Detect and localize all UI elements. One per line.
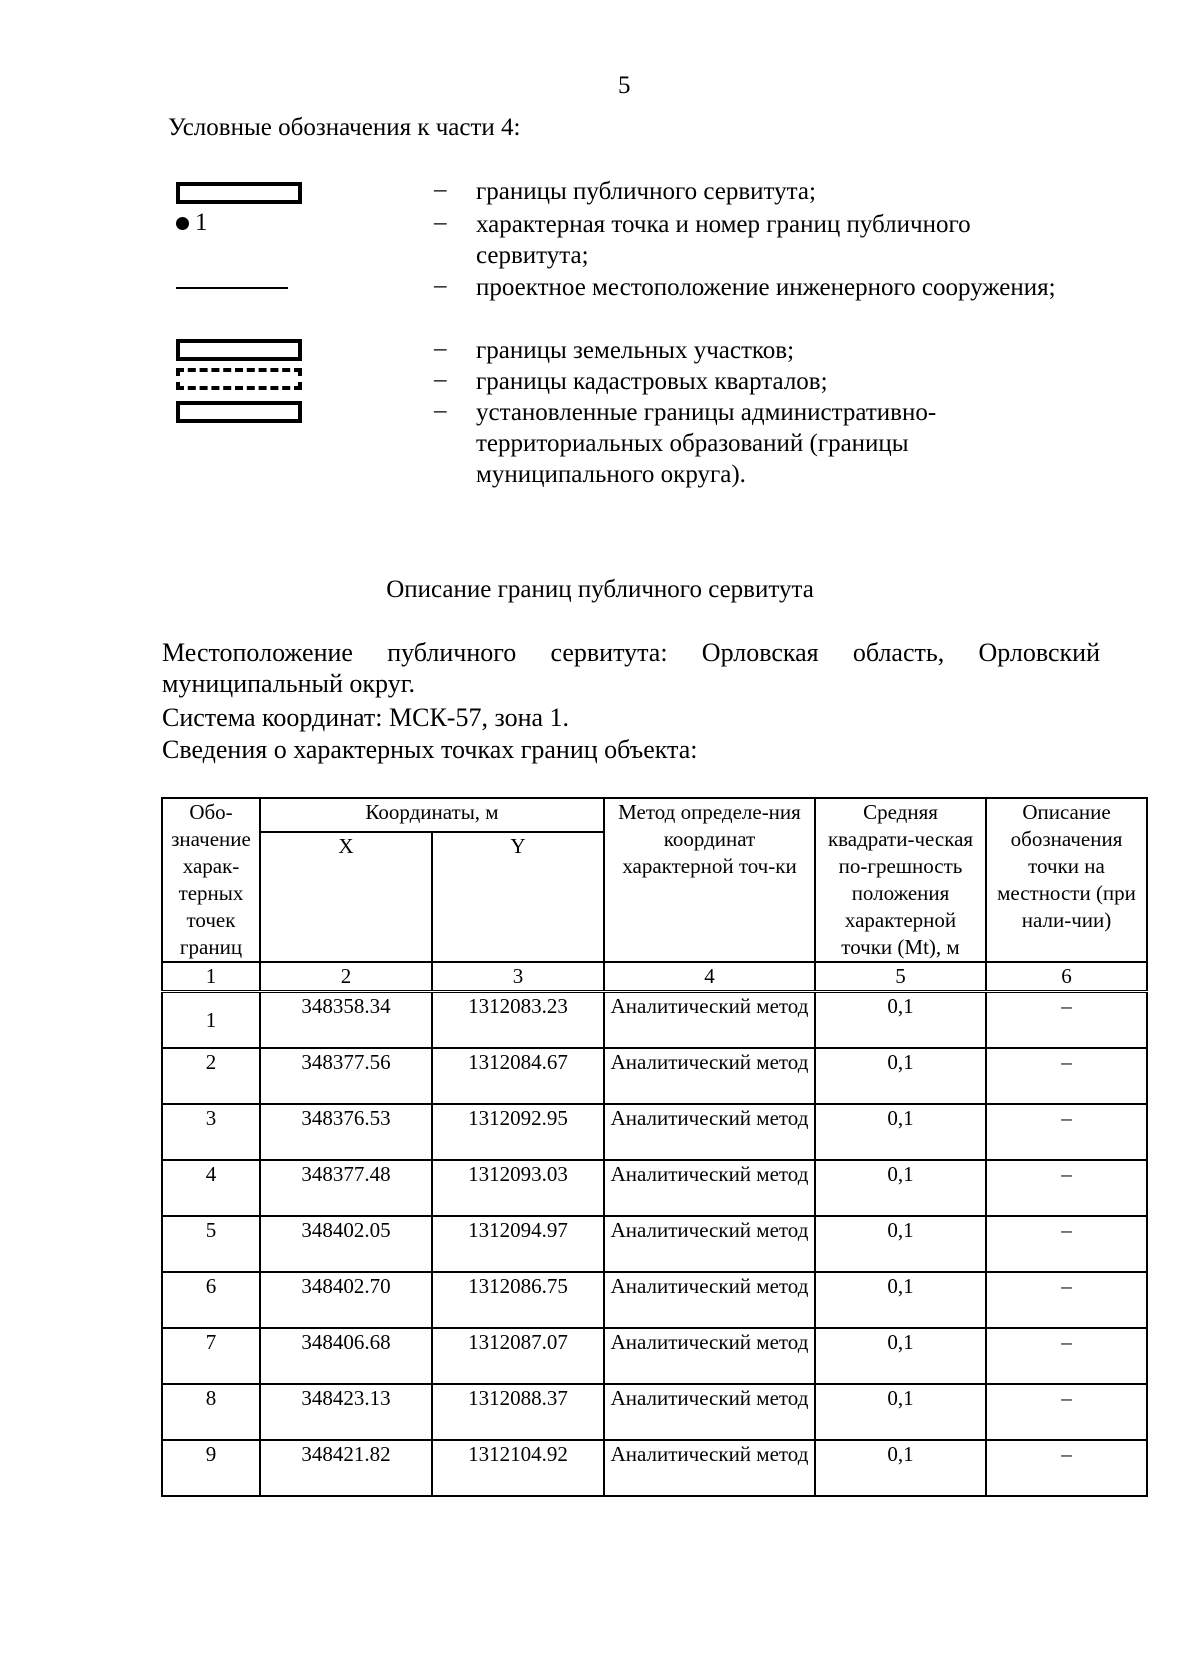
cell-description: –: [986, 1048, 1147, 1104]
cell-method: Аналитический метод: [604, 1272, 815, 1328]
cell-y: 1312104.92: [432, 1440, 604, 1496]
column-number: 1: [162, 962, 260, 992]
cell-x: 348376.53: [260, 1104, 432, 1160]
column-number: 2: [260, 962, 432, 992]
cell-description: –: [986, 1328, 1147, 1384]
section-title: Описание границ публичного сервитута: [386, 576, 814, 603]
header-method: Метод определе-ния координат характерной точ-ки: [604, 798, 815, 962]
cell-point: 7: [162, 1328, 260, 1384]
header-error: Средняя квадрати-ческая по-грешность положения характерной точки (Mt), м: [815, 798, 986, 962]
cell-x: 348421.82: [260, 1440, 432, 1496]
cell-error: 0,1: [815, 1216, 986, 1272]
cell-error: 0,1: [815, 1328, 986, 1384]
cell-method: Аналитический метод: [604, 1216, 815, 1272]
table-row: [162, 1384, 1147, 1440]
cell-x: 348377.56: [260, 1048, 432, 1104]
cell-point: 1: [162, 992, 260, 1049]
cell-x: 348406.68: [260, 1328, 432, 1384]
cell-description: –: [986, 1216, 1147, 1272]
cell-x: 348402.70: [260, 1272, 432, 1328]
cell-y: 1312087.07: [432, 1328, 604, 1384]
cadastral-quarter-boundary-icon: [176, 368, 302, 390]
cell-description: –: [986, 1440, 1147, 1496]
cell-error: 0,1: [815, 992, 986, 1049]
cell-error: 0,1: [815, 1440, 986, 1496]
legend-dash: –: [434, 366, 447, 393]
marker-label: 1: [195, 209, 208, 236]
servitude-boundary-icon: [176, 182, 302, 204]
legend-dash: –: [434, 335, 447, 362]
cell-description: –: [986, 992, 1147, 1049]
cell-y: 1312086.75: [432, 1272, 604, 1328]
cell-description: –: [986, 1384, 1147, 1440]
table-row: [162, 992, 1147, 1049]
table-row: [162, 1216, 1147, 1272]
cell-method: Аналитический метод: [604, 992, 815, 1049]
cell-description: –: [986, 1104, 1147, 1160]
header-coordinates: Координаты, м: [260, 798, 604, 832]
legend-dash: –: [434, 176, 447, 203]
table-row: [162, 1048, 1147, 1104]
legend-dash: –: [434, 209, 447, 236]
legend-text: границы земельных участков;: [476, 337, 795, 364]
table-row: [162, 1104, 1147, 1160]
legend-title: Условные обозначения к части 4:: [168, 114, 521, 141]
table-row: [162, 1440, 1147, 1496]
column-number: 6: [986, 962, 1147, 992]
cell-x: 348423.13: [260, 1384, 432, 1440]
cell-error: 0,1: [815, 1384, 986, 1440]
legend-dash: –: [434, 397, 447, 424]
legend-text: установленные границы административно-территориальных образований (границы муниципального округа).: [476, 399, 937, 488]
cell-method: Аналитический метод: [604, 1384, 815, 1440]
table-row: [162, 1272, 1147, 1328]
legend-text: проектное местоположение инженерного сооружения;: [476, 274, 1056, 301]
cell-error: 0,1: [815, 1104, 986, 1160]
cell-x: 348358.34: [260, 992, 432, 1049]
cell-point: 8: [162, 1384, 260, 1440]
page-number: 5: [618, 72, 631, 99]
header-x: X: [260, 832, 432, 962]
cell-point: 2: [162, 1048, 260, 1104]
table-row: [162, 1160, 1147, 1216]
cell-description: –: [986, 1160, 1147, 1216]
cell-point: 6: [162, 1272, 260, 1328]
admin-boundary-icon: [176, 401, 302, 423]
land-plot-boundary-icon: [176, 339, 302, 361]
column-number: 3: [432, 962, 604, 992]
header-y: Y: [432, 832, 604, 962]
header-description: Описание обозначения точки на местности (при нали-чии): [986, 798, 1147, 962]
cell-y: 1312084.67: [432, 1048, 604, 1104]
column-numbers-row: [162, 962, 1147, 992]
cell-point: 3: [162, 1104, 260, 1160]
cell-method: Аналитический метод: [604, 1160, 815, 1216]
column-number: 4: [604, 962, 815, 992]
point-marker-icon: [176, 209, 208, 237]
coordinate-system: Система координат: МСК-57, зона 1.: [162, 703, 570, 732]
legend-text: границы публичного сервитута;: [476, 178, 816, 205]
cell-method: Аналитический метод: [604, 1440, 815, 1496]
header-point: Обо-значение харак-терных точек границ: [162, 798, 260, 962]
cell-error: 0,1: [815, 1048, 986, 1104]
cell-x: 348377.48: [260, 1160, 432, 1216]
cell-y: 1312088.37: [432, 1384, 604, 1440]
cell-method: Аналитический метод: [604, 1104, 815, 1160]
cell-x: 348402.05: [260, 1216, 432, 1272]
cell-y: 1312094.97: [432, 1216, 604, 1272]
cell-y: 1312092.95: [432, 1104, 604, 1160]
points-intro: Сведения о характерных точках границ объекта:: [162, 735, 698, 764]
cell-point: 5: [162, 1216, 260, 1272]
legend-text: характерная точка и номер границ публичного сервитута;: [476, 211, 971, 269]
cell-y: 1312093.03: [432, 1160, 604, 1216]
legend-text: границы кадастровых кварталов;: [476, 368, 828, 395]
location-paragraph: Местоположение публичного сервитута: Орловская область, Орловский муниципальный округ.: [162, 638, 1100, 698]
cell-point: 9: [162, 1440, 260, 1496]
table-row: [162, 1328, 1147, 1384]
points-table: [161, 797, 1148, 1497]
cell-y: 1312083.23: [432, 992, 604, 1049]
engineering-line-icon: [176, 287, 288, 289]
cell-method: Аналитический метод: [604, 1048, 815, 1104]
cell-description: –: [986, 1272, 1147, 1328]
column-number: 5: [815, 962, 986, 992]
cell-point: 4: [162, 1160, 260, 1216]
cell-method: Аналитический метод: [604, 1328, 815, 1384]
cell-error: 0,1: [815, 1272, 986, 1328]
cell-error: 0,1: [815, 1160, 986, 1216]
legend-dash: –: [434, 272, 447, 299]
